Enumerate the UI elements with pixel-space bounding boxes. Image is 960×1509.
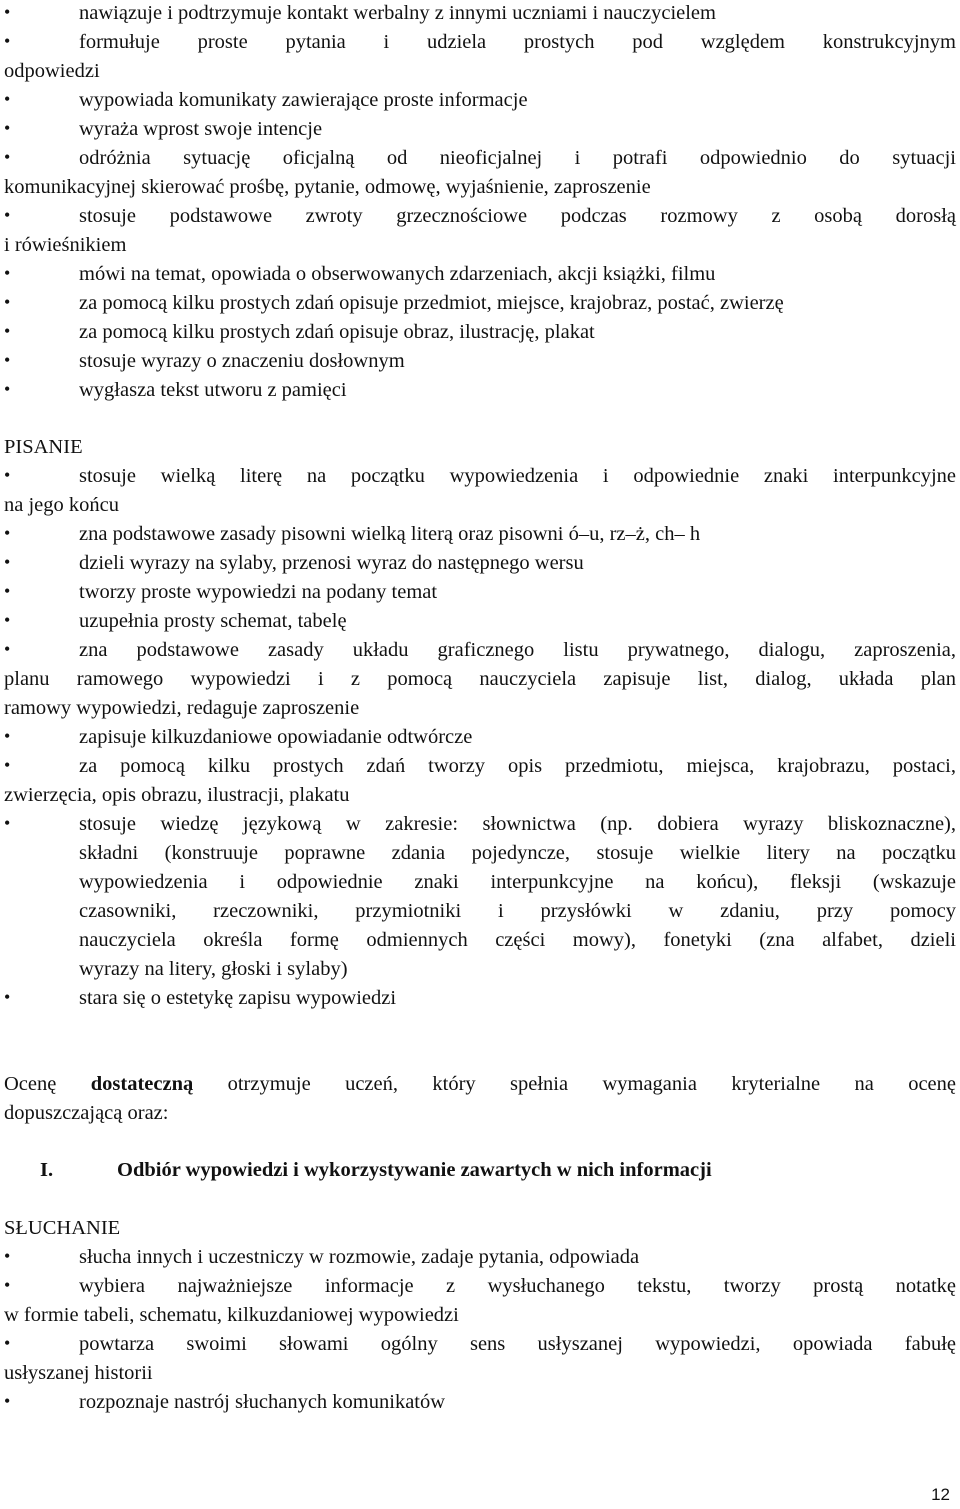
list-item-line: nauczyciela określa formę odmiennych części mowy), fonetyki (zna alfabet, dzieli xyxy=(79,929,956,951)
list-item-line: składni (konstruuje poprawne zdania pojedyncze, stosuje wielkie litery na początku xyxy=(79,842,956,864)
bullet-icon: • xyxy=(4,147,11,167)
section-heading-sluchanie: SŁUCHANIE xyxy=(4,1217,121,1239)
bullet-icon: • xyxy=(4,581,11,601)
list-item-line: ramowy wypowiedzi, redaguje zaproszenie xyxy=(4,697,360,719)
bullet-icon: • xyxy=(4,1275,11,1295)
list-item-line: na jego końcu xyxy=(4,494,119,516)
bullet-icon: • xyxy=(4,726,11,746)
list-item-line: usłyszanej historii xyxy=(4,1362,153,1384)
list-item-line: tworzy proste wypowiedzi na podany temat xyxy=(79,581,438,603)
list-item-line: i rówieśnikiem xyxy=(4,234,127,256)
list-item-line: za pomocą kilku prostych zdań opisuje przedmiot, miejsce, krajobraz, postać, zwierzę xyxy=(79,292,784,314)
grade-intro-line xyxy=(4,1070,956,1099)
list-item-line: odróżnia sytuację oficjalną od nieoficjalnej i potrafi odpowiednio do sytuacji xyxy=(79,147,956,169)
bullet-icon: • xyxy=(4,813,11,833)
bullet-icon: • xyxy=(4,2,11,22)
list-item-line: czasowniki, rzeczowniki, przymiotniki i przysłówki w zdaniu, przy pomocy xyxy=(79,900,956,922)
bullet-icon: • xyxy=(4,552,11,572)
bullet-icon: • xyxy=(4,321,11,341)
bullet-icon: • xyxy=(4,89,11,109)
list-item-line: mówi na temat, opowiada o obserwowanych zdarzeniach, akcji książki, filmu xyxy=(79,263,716,285)
list-item-line: słucha innych i uczestniczy w rozmowie, zadaje pytania, odpowiada xyxy=(79,1246,640,1268)
list-item-line: za pomocą kilku prostych zdań opisuje obraz, ilustrację, plakat xyxy=(79,321,595,343)
list-item-line: zapisuje kilkuzdaniowe opowiadanie odtwórcze xyxy=(79,726,473,748)
page-number: 12 xyxy=(931,1485,950,1504)
list-item-line: zwierzęcia, opis obrazu, ilustracji, plakatu xyxy=(4,784,350,806)
bullet-icon: • xyxy=(4,205,11,225)
section-heading-pisanie: PISANIE xyxy=(4,436,83,458)
list-item-line: wypowiada komunikaty zawierające proste informacje xyxy=(79,89,528,111)
grade-intro-pre: Ocenę xyxy=(4,1073,57,1095)
bullet-icon: • xyxy=(4,263,11,283)
bullet-icon: • xyxy=(4,31,11,51)
list-item-line: wygłasza tekst utworu z pamięci xyxy=(79,379,347,401)
bullet-icon: • xyxy=(4,292,11,312)
grade-intro-line-2: dopuszczającą oraz: xyxy=(4,1102,169,1124)
list-item-line: dzieli wyrazy na sylaby, przenosi wyraz do następnego wersu xyxy=(79,552,584,574)
list-item-line: stosuje wielką literę na początku wypowiedzenia i odpowiednie znaki interpunkcyjne xyxy=(79,465,956,487)
bullet-icon: • xyxy=(4,350,11,370)
bullet-icon: • xyxy=(4,987,11,1007)
list-item-line: za pomocą kilku prostych zdań tworzy opis przedmiotu, miejsca, krajobrazu, postaci, xyxy=(79,755,956,777)
list-item-line: planu ramowego wypowiedzi i z pomocą nauczyciela zapisuje list, dialog, układa plan xyxy=(4,668,956,690)
bullet-icon: • xyxy=(4,1391,11,1411)
bullet-icon: • xyxy=(4,610,11,630)
bullet-icon: • xyxy=(4,1246,11,1266)
list-item-line: powtarza swoimi słowami ogólny sens usłyszanej wypowiedzi, opowiada fabułę xyxy=(79,1333,956,1355)
section-title: Odbiór wypowiedzi i wykorzystywanie zawartych w nich informacji xyxy=(117,1159,712,1181)
list-item-line: stosuje wyrazy o znaczeniu dosłownym xyxy=(79,350,405,372)
list-item-line: komunikacyjnej skierować prośbę, pytanie, odmowę, wyjaśnienie, zaproszenie xyxy=(4,176,651,198)
list-item-line: uzupełnia prosty schemat, tabelę xyxy=(79,610,347,632)
bullet-icon: • xyxy=(4,523,11,543)
list-item-line: stara się o estetykę zapisu wypowiedzi xyxy=(79,987,397,1009)
list-item-line: stosuje podstawowe zwroty grzecznościowe podczas rozmowy z osobą dorosłą xyxy=(79,205,956,227)
list-item-line: odpowiedzi xyxy=(4,60,100,82)
section-number: I. xyxy=(40,1159,54,1181)
list-item-line: formułuje proste pytania i udziela prostych pod względem konstrukcyjnym xyxy=(79,31,956,53)
bullet-icon: • xyxy=(4,1333,11,1353)
grade-intro-post: otrzymuje uczeń, który spełnia wymagania kryterialne na ocenę xyxy=(227,1073,957,1095)
list-item-line: nawiązuje i podtrzymuje kontakt werbalny z innymi uczniami i nauczycielem xyxy=(79,2,716,24)
list-item-line: rozpoznaje nastrój słuchanych komunikatów xyxy=(79,1391,446,1413)
bullet-icon: • xyxy=(4,379,11,399)
list-item-line: stosuje wiedzę językową w zakresie: słownictwa (np. dobiera wyrazy bliskoznaczne), xyxy=(79,813,956,835)
list-item-line: zna podstawowe zasady pisowni wielką literą oraz pisowni ó–u, rz–ż, ch– h xyxy=(79,523,701,545)
bullet-icon: • xyxy=(4,639,11,659)
bullet-icon: • xyxy=(4,465,11,485)
grade-name: dostateczną xyxy=(90,1073,194,1095)
list-item-line: wybiera najważniejsze informacje z wysłuchanego tekstu, tworzy prostą notatkę xyxy=(79,1275,956,1297)
bullet-icon: • xyxy=(4,755,11,775)
list-item-line: zna podstawowe zasady układu graficznego listu prywatnego, dialogu, zaproszenia, xyxy=(79,639,956,661)
list-item-line: w formie tabeli, schematu, kilkuzdaniowej wypowiedzi xyxy=(4,1304,459,1326)
list-item-line: wyrazy na litery, głoski i sylaby) xyxy=(79,958,348,980)
list-item-line: wyraża wprost swoje intencje xyxy=(79,118,323,140)
list-item-line: wypowiedzenia i odpowiednie znaki interpunkcyjne na końcu), fleksji (wskazuje xyxy=(79,871,956,893)
bullet-icon: • xyxy=(4,118,11,138)
